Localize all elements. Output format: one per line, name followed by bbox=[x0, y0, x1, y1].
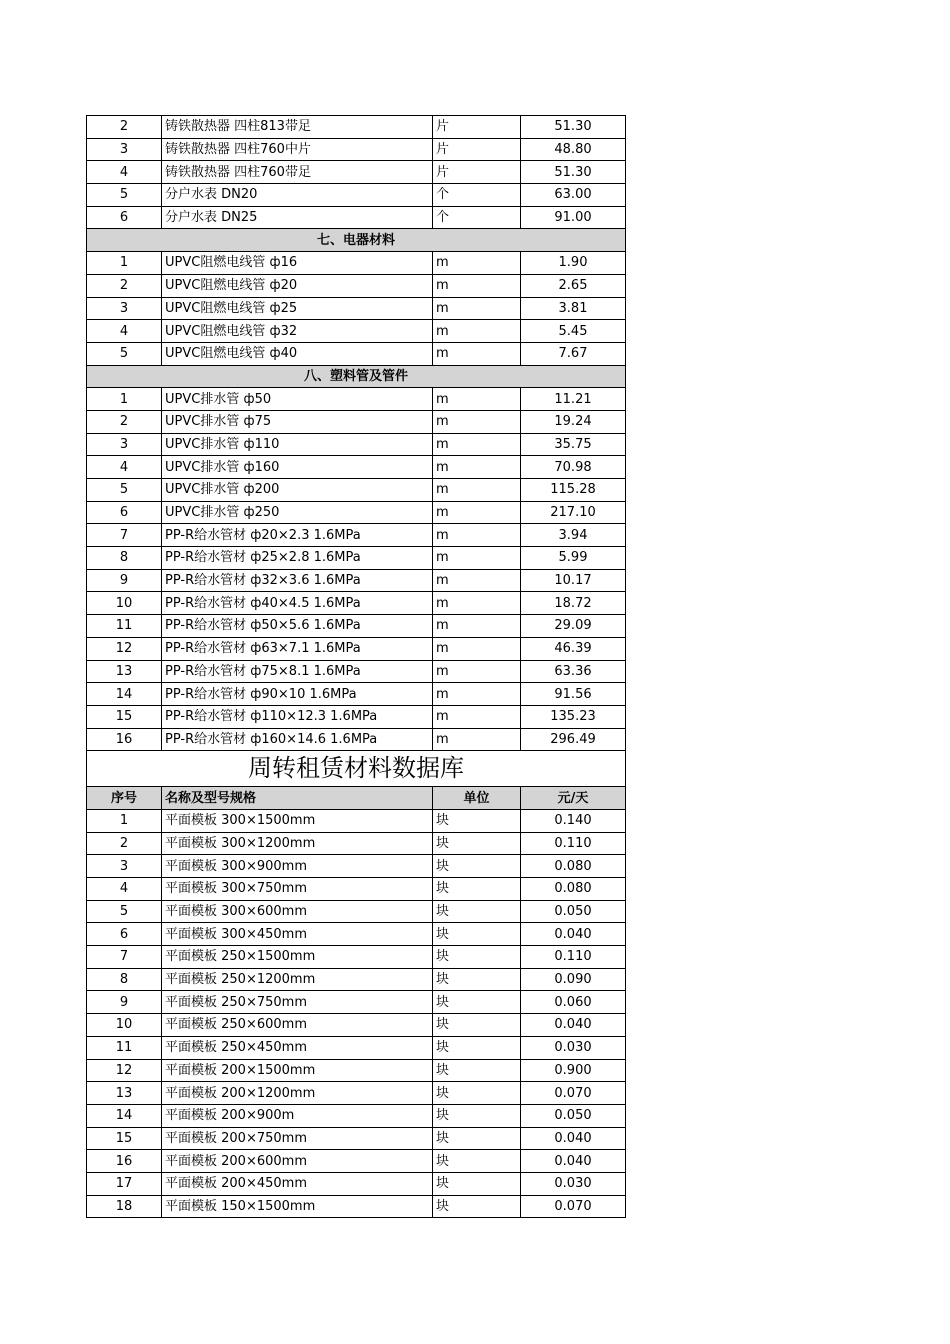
item-price: 10.17 bbox=[521, 569, 626, 592]
item-name: UPVC阻燃电线管 ф25 bbox=[162, 297, 433, 320]
item-number: 4 bbox=[87, 878, 162, 901]
item-unit: m bbox=[433, 297, 521, 320]
table-row bbox=[87, 683, 626, 706]
item-name: 平面模板 200×900m bbox=[162, 1104, 433, 1127]
item-name: 平面模板 300×600mm bbox=[162, 900, 433, 923]
item-name: PP-R给水管材 ф32×3.6 1.6MPa bbox=[162, 569, 433, 592]
table-row bbox=[87, 1150, 626, 1173]
item-name: UPVC排水管 ф200 bbox=[162, 479, 433, 502]
item-price: 3.94 bbox=[521, 524, 626, 547]
item-name: 平面模板 200×600mm bbox=[162, 1150, 433, 1173]
item-unit: 个 bbox=[433, 206, 521, 229]
item-name: UPVC阻燃电线管 ф16 bbox=[162, 252, 433, 275]
table-row bbox=[87, 1082, 626, 1105]
item-unit: m bbox=[433, 683, 521, 706]
item-number: 8 bbox=[87, 968, 162, 991]
item-number: 18 bbox=[87, 1195, 162, 1218]
item-unit: m bbox=[433, 615, 521, 638]
item-unit: m bbox=[433, 274, 521, 297]
item-unit: m bbox=[433, 320, 521, 343]
item-unit: 块 bbox=[433, 968, 521, 991]
item-number: 13 bbox=[87, 660, 162, 683]
item-number: 3 bbox=[87, 297, 162, 320]
item-name: PP-R给水管材 ф90×10 1.6MPa bbox=[162, 683, 433, 706]
item-unit: 块 bbox=[433, 923, 521, 946]
item-unit: m bbox=[433, 547, 521, 570]
table-row bbox=[87, 968, 626, 991]
item-unit: m bbox=[433, 342, 521, 365]
item-number: 2 bbox=[87, 832, 162, 855]
item-unit: 块 bbox=[433, 1014, 521, 1037]
item-name: 平面模板 200×1500mm bbox=[162, 1059, 433, 1082]
item-number: 1 bbox=[87, 388, 162, 411]
item-name: PP-R给水管材 ф75×8.1 1.6MPa bbox=[162, 660, 433, 683]
item-name: 平面模板 250×1500mm bbox=[162, 946, 433, 969]
item-number: 4 bbox=[87, 456, 162, 479]
section-title-plastic: 八、塑料管及管件 bbox=[87, 365, 626, 388]
item-price: 51.30 bbox=[521, 161, 626, 184]
item-unit: 块 bbox=[433, 1059, 521, 1082]
table-row bbox=[87, 637, 626, 660]
item-number: 14 bbox=[87, 1104, 162, 1127]
item-number: 3 bbox=[87, 138, 162, 161]
item-number: 3 bbox=[87, 433, 162, 456]
table-row bbox=[87, 388, 626, 411]
item-price: 63.00 bbox=[521, 184, 626, 207]
item-price: 0.040 bbox=[521, 923, 626, 946]
table-row bbox=[87, 855, 626, 878]
item-unit: m bbox=[433, 501, 521, 524]
table-row bbox=[87, 569, 626, 592]
item-price: 29.09 bbox=[521, 615, 626, 638]
item-name: UPVC阻燃电线管 ф32 bbox=[162, 320, 433, 343]
item-price: 0.110 bbox=[521, 946, 626, 969]
item-name: 平面模板 300×1200mm bbox=[162, 832, 433, 855]
item-price: 0.080 bbox=[521, 878, 626, 901]
item-number: 12 bbox=[87, 1059, 162, 1082]
table-row bbox=[87, 184, 626, 207]
table-row bbox=[87, 297, 626, 320]
item-name: PP-R给水管材 ф50×5.6 1.6MPa bbox=[162, 615, 433, 638]
item-number: 3 bbox=[87, 855, 162, 878]
item-unit: m bbox=[433, 660, 521, 683]
item-number: 5 bbox=[87, 479, 162, 502]
table-row bbox=[87, 1059, 626, 1082]
item-price: 0.050 bbox=[521, 900, 626, 923]
item-price: 0.080 bbox=[521, 855, 626, 878]
item-unit: m bbox=[433, 524, 521, 547]
item-unit: m bbox=[433, 410, 521, 433]
item-unit: 块 bbox=[433, 878, 521, 901]
table-row bbox=[87, 1014, 626, 1037]
item-number: 4 bbox=[87, 161, 162, 184]
item-price: 0.030 bbox=[521, 1036, 626, 1059]
item-unit: 块 bbox=[433, 1195, 521, 1218]
item-unit: 块 bbox=[433, 991, 521, 1014]
item-unit: m bbox=[433, 479, 521, 502]
item-number: 6 bbox=[87, 206, 162, 229]
item-name: 平面模板 300×900mm bbox=[162, 855, 433, 878]
item-name: PP-R给水管材 ф20×2.3 1.6MPa bbox=[162, 524, 433, 547]
table-row bbox=[87, 252, 626, 275]
section-title-electrical-row bbox=[87, 229, 626, 252]
item-price: 35.75 bbox=[521, 433, 626, 456]
item-number: 2 bbox=[87, 274, 162, 297]
item-number: 16 bbox=[87, 728, 162, 751]
item-price: 296.49 bbox=[521, 728, 626, 751]
item-price: 46.39 bbox=[521, 637, 626, 660]
item-name: UPVC排水管 ф110 bbox=[162, 433, 433, 456]
table-row bbox=[87, 1195, 626, 1218]
table-row bbox=[87, 342, 626, 365]
item-number: 12 bbox=[87, 637, 162, 660]
item-unit: 块 bbox=[433, 855, 521, 878]
table-row bbox=[87, 524, 626, 547]
item-name: 平面模板 300×750mm bbox=[162, 878, 433, 901]
table-row bbox=[87, 206, 626, 229]
item-number: 15 bbox=[87, 1127, 162, 1150]
item-number: 11 bbox=[87, 1036, 162, 1059]
table-row bbox=[87, 615, 626, 638]
item-name: 平面模板 250×750mm bbox=[162, 991, 433, 1014]
item-unit: 块 bbox=[433, 832, 521, 855]
table-row bbox=[87, 946, 626, 969]
item-unit: m bbox=[433, 456, 521, 479]
table-row bbox=[87, 1172, 626, 1195]
table-row bbox=[87, 320, 626, 343]
item-number: 7 bbox=[87, 524, 162, 547]
item-name: 平面模板 250×450mm bbox=[162, 1036, 433, 1059]
item-name: UPVC阻燃电线管 ф20 bbox=[162, 274, 433, 297]
table-row bbox=[87, 274, 626, 297]
item-price: 0.030 bbox=[521, 1172, 626, 1195]
item-number: 2 bbox=[87, 410, 162, 433]
item-name: 平面模板 200×750mm bbox=[162, 1127, 433, 1150]
table-row bbox=[87, 705, 626, 728]
item-price: 1.90 bbox=[521, 252, 626, 275]
item-name: 铸铁散热器 四柱760中片 bbox=[162, 138, 433, 161]
rental-database-title-row bbox=[87, 751, 626, 787]
item-price: 115.28 bbox=[521, 479, 626, 502]
price-table bbox=[86, 115, 626, 1218]
section-title-plastic-row bbox=[87, 365, 626, 388]
item-price: 3.81 bbox=[521, 297, 626, 320]
table-row bbox=[87, 991, 626, 1014]
table-row bbox=[87, 900, 626, 923]
item-unit: m bbox=[433, 592, 521, 615]
item-unit: 个 bbox=[433, 184, 521, 207]
header-name: 名称及型号规格 bbox=[162, 787, 433, 810]
item-price: 7.67 bbox=[521, 342, 626, 365]
item-name: PP-R给水管材 ф25×2.8 1.6MPa bbox=[162, 547, 433, 570]
table-row bbox=[87, 809, 626, 832]
item-number: 9 bbox=[87, 569, 162, 592]
item-price: 0.050 bbox=[521, 1104, 626, 1127]
item-name: UPVC排水管 ф160 bbox=[162, 456, 433, 479]
item-number: 5 bbox=[87, 184, 162, 207]
item-number: 13 bbox=[87, 1082, 162, 1105]
table-row bbox=[87, 1036, 626, 1059]
table-row bbox=[87, 410, 626, 433]
item-number: 9 bbox=[87, 991, 162, 1014]
item-name: PP-R给水管材 ф160×14.6 1.6MPa bbox=[162, 728, 433, 751]
table-row bbox=[87, 138, 626, 161]
item-unit: 块 bbox=[433, 946, 521, 969]
table-row bbox=[87, 592, 626, 615]
item-number: 5 bbox=[87, 342, 162, 365]
item-price: 0.140 bbox=[521, 809, 626, 832]
header-unit: 单位 bbox=[433, 787, 521, 810]
item-name: UPVC排水管 ф50 bbox=[162, 388, 433, 411]
item-price: 0.110 bbox=[521, 832, 626, 855]
item-price: 5.45 bbox=[521, 320, 626, 343]
item-unit: 块 bbox=[433, 1082, 521, 1105]
item-number: 7 bbox=[87, 946, 162, 969]
table-row bbox=[87, 1104, 626, 1127]
table-row bbox=[87, 161, 626, 184]
column-header-row bbox=[87, 787, 626, 810]
table-row bbox=[87, 116, 626, 139]
table-row bbox=[87, 1127, 626, 1150]
item-name: UPVC阻燃电线管 ф40 bbox=[162, 342, 433, 365]
header-number: 序号 bbox=[87, 787, 162, 810]
item-price: 91.56 bbox=[521, 683, 626, 706]
table-row bbox=[87, 728, 626, 751]
item-number: 10 bbox=[87, 592, 162, 615]
item-name: PP-R给水管材 ф40×4.5 1.6MPa bbox=[162, 592, 433, 615]
item-name: 平面模板 200×450mm bbox=[162, 1172, 433, 1195]
item-number: 6 bbox=[87, 501, 162, 524]
item-number: 4 bbox=[87, 320, 162, 343]
item-number: 15 bbox=[87, 705, 162, 728]
item-unit: 块 bbox=[433, 1036, 521, 1059]
item-name: 平面模板 250×1200mm bbox=[162, 968, 433, 991]
item-name: 平面模板 250×600mm bbox=[162, 1014, 433, 1037]
item-unit: 片 bbox=[433, 161, 521, 184]
item-price: 0.040 bbox=[521, 1150, 626, 1173]
item-price: 11.21 bbox=[521, 388, 626, 411]
item-unit: m bbox=[433, 637, 521, 660]
item-number: 16 bbox=[87, 1150, 162, 1173]
item-price: 135.23 bbox=[521, 705, 626, 728]
item-name: UPVC排水管 ф75 bbox=[162, 410, 433, 433]
item-number: 8 bbox=[87, 547, 162, 570]
item-unit: 块 bbox=[433, 1150, 521, 1173]
table-row bbox=[87, 433, 626, 456]
item-price: 2.65 bbox=[521, 274, 626, 297]
item-price: 91.00 bbox=[521, 206, 626, 229]
item-name: 平面模板 200×1200mm bbox=[162, 1082, 433, 1105]
item-price: 18.72 bbox=[521, 592, 626, 615]
item-unit: m bbox=[433, 388, 521, 411]
table-row bbox=[87, 660, 626, 683]
item-name: UPVC排水管 ф250 bbox=[162, 501, 433, 524]
header-price: 元/天 bbox=[521, 787, 626, 810]
item-name: PP-R给水管材 ф110×12.3 1.6MPa bbox=[162, 705, 433, 728]
table-row bbox=[87, 923, 626, 946]
section-title-electrical: 七、电器材料 bbox=[87, 229, 626, 252]
item-unit: 块 bbox=[433, 900, 521, 923]
item-name: 平面模板 150×1500mm bbox=[162, 1195, 433, 1218]
item-name: PP-R给水管材 ф63×7.1 1.6MPa bbox=[162, 637, 433, 660]
table-row bbox=[87, 832, 626, 855]
item-number: 10 bbox=[87, 1014, 162, 1037]
item-price: 0.040 bbox=[521, 1014, 626, 1037]
item-number: 2 bbox=[87, 116, 162, 139]
item-price: 70.98 bbox=[521, 456, 626, 479]
item-unit: 块 bbox=[433, 1127, 521, 1150]
item-price: 0.060 bbox=[521, 991, 626, 1014]
rental-database-title: 周转租赁材料数据库 bbox=[87, 751, 626, 787]
item-unit: m bbox=[433, 433, 521, 456]
item-number: 6 bbox=[87, 923, 162, 946]
item-number: 14 bbox=[87, 683, 162, 706]
item-unit: 块 bbox=[433, 809, 521, 832]
item-unit: 块 bbox=[433, 1104, 521, 1127]
item-name: 分户水表 DN25 bbox=[162, 206, 433, 229]
item-price: 217.10 bbox=[521, 501, 626, 524]
item-price: 19.24 bbox=[521, 410, 626, 433]
table-row bbox=[87, 456, 626, 479]
item-unit: m bbox=[433, 252, 521, 275]
item-number: 5 bbox=[87, 900, 162, 923]
item-name: 平面模板 300×1500mm bbox=[162, 809, 433, 832]
item-price: 51.30 bbox=[521, 116, 626, 139]
table-row bbox=[87, 479, 626, 502]
table-row bbox=[87, 501, 626, 524]
item-name: 铸铁散热器 四柱813带足 bbox=[162, 116, 433, 139]
item-unit: 片 bbox=[433, 116, 521, 139]
item-price: 0.070 bbox=[521, 1195, 626, 1218]
item-price: 0.070 bbox=[521, 1082, 626, 1105]
item-name: 铸铁散热器 四柱760带足 bbox=[162, 161, 433, 184]
table-row bbox=[87, 547, 626, 570]
item-number: 1 bbox=[87, 252, 162, 275]
item-price: 48.80 bbox=[521, 138, 626, 161]
item-price: 0.900 bbox=[521, 1059, 626, 1082]
price-table-body bbox=[87, 116, 626, 1218]
item-price: 0.090 bbox=[521, 968, 626, 991]
item-unit: m bbox=[433, 728, 521, 751]
item-unit: 片 bbox=[433, 138, 521, 161]
item-name: 平面模板 300×450mm bbox=[162, 923, 433, 946]
item-number: 1 bbox=[87, 809, 162, 832]
item-number: 17 bbox=[87, 1172, 162, 1195]
item-unit: 块 bbox=[433, 1172, 521, 1195]
item-price: 63.36 bbox=[521, 660, 626, 683]
item-unit: m bbox=[433, 569, 521, 592]
table-row bbox=[87, 878, 626, 901]
item-number: 11 bbox=[87, 615, 162, 638]
item-price: 5.99 bbox=[521, 547, 626, 570]
item-unit: m bbox=[433, 705, 521, 728]
item-name: 分户水表 DN20 bbox=[162, 184, 433, 207]
item-price: 0.040 bbox=[521, 1127, 626, 1150]
